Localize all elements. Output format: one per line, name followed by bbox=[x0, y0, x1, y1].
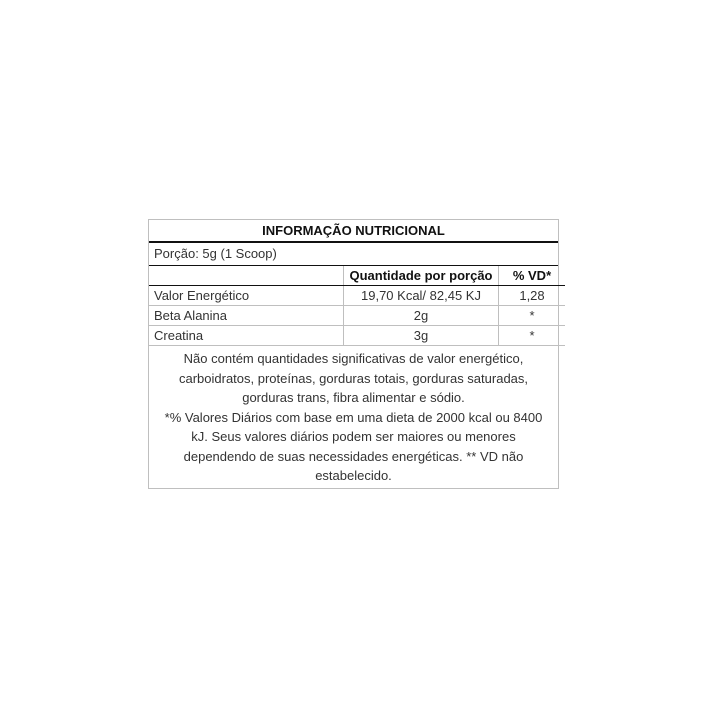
row-name: Creatina bbox=[149, 326, 344, 346]
row-quantity: 19,70 Kcal/ 82,45 KJ bbox=[344, 286, 499, 306]
notes-disclaimer: Não contém quantidades significativas de valor energético, carboidratos, proteínas, gorduras totais, gorduras saturadas, gorduras trans, fibra alimentar e sódio. bbox=[178, 351, 529, 405]
table-header-row bbox=[149, 266, 565, 286]
nutrition-notes bbox=[149, 346, 558, 488]
nutrition-title: INFORMAÇÃO NUTRICIONAL bbox=[149, 220, 558, 243]
notes-daily-values: *% Valores Diários com base em uma dieta de 2000 kcal ou 8400 kJ. Seus valores diários podem ser maiores ou menores dependendo de suas necessidades energéticas. ** VD não estabelecido. bbox=[164, 409, 543, 483]
table-row bbox=[149, 326, 565, 346]
portion-size: Porção: 5g (1 Scoop) bbox=[149, 243, 558, 266]
row-name: Beta Alanina bbox=[149, 306, 344, 326]
row-quantity: 3g bbox=[344, 326, 499, 346]
header-quantity: Quantidade por porção bbox=[344, 266, 499, 286]
row-vd: 1,28 bbox=[499, 286, 566, 306]
header-vd: % VD* bbox=[499, 266, 566, 286]
table-row bbox=[149, 286, 565, 306]
table-row bbox=[149, 306, 565, 326]
row-vd: * bbox=[499, 306, 566, 326]
row-vd: * bbox=[499, 326, 566, 346]
row-name: Valor Energético bbox=[149, 286, 344, 306]
nutrition-table bbox=[149, 266, 565, 346]
nutrition-facts-panel bbox=[148, 219, 559, 489]
header-item bbox=[149, 266, 344, 286]
row-quantity: 2g bbox=[344, 306, 499, 326]
